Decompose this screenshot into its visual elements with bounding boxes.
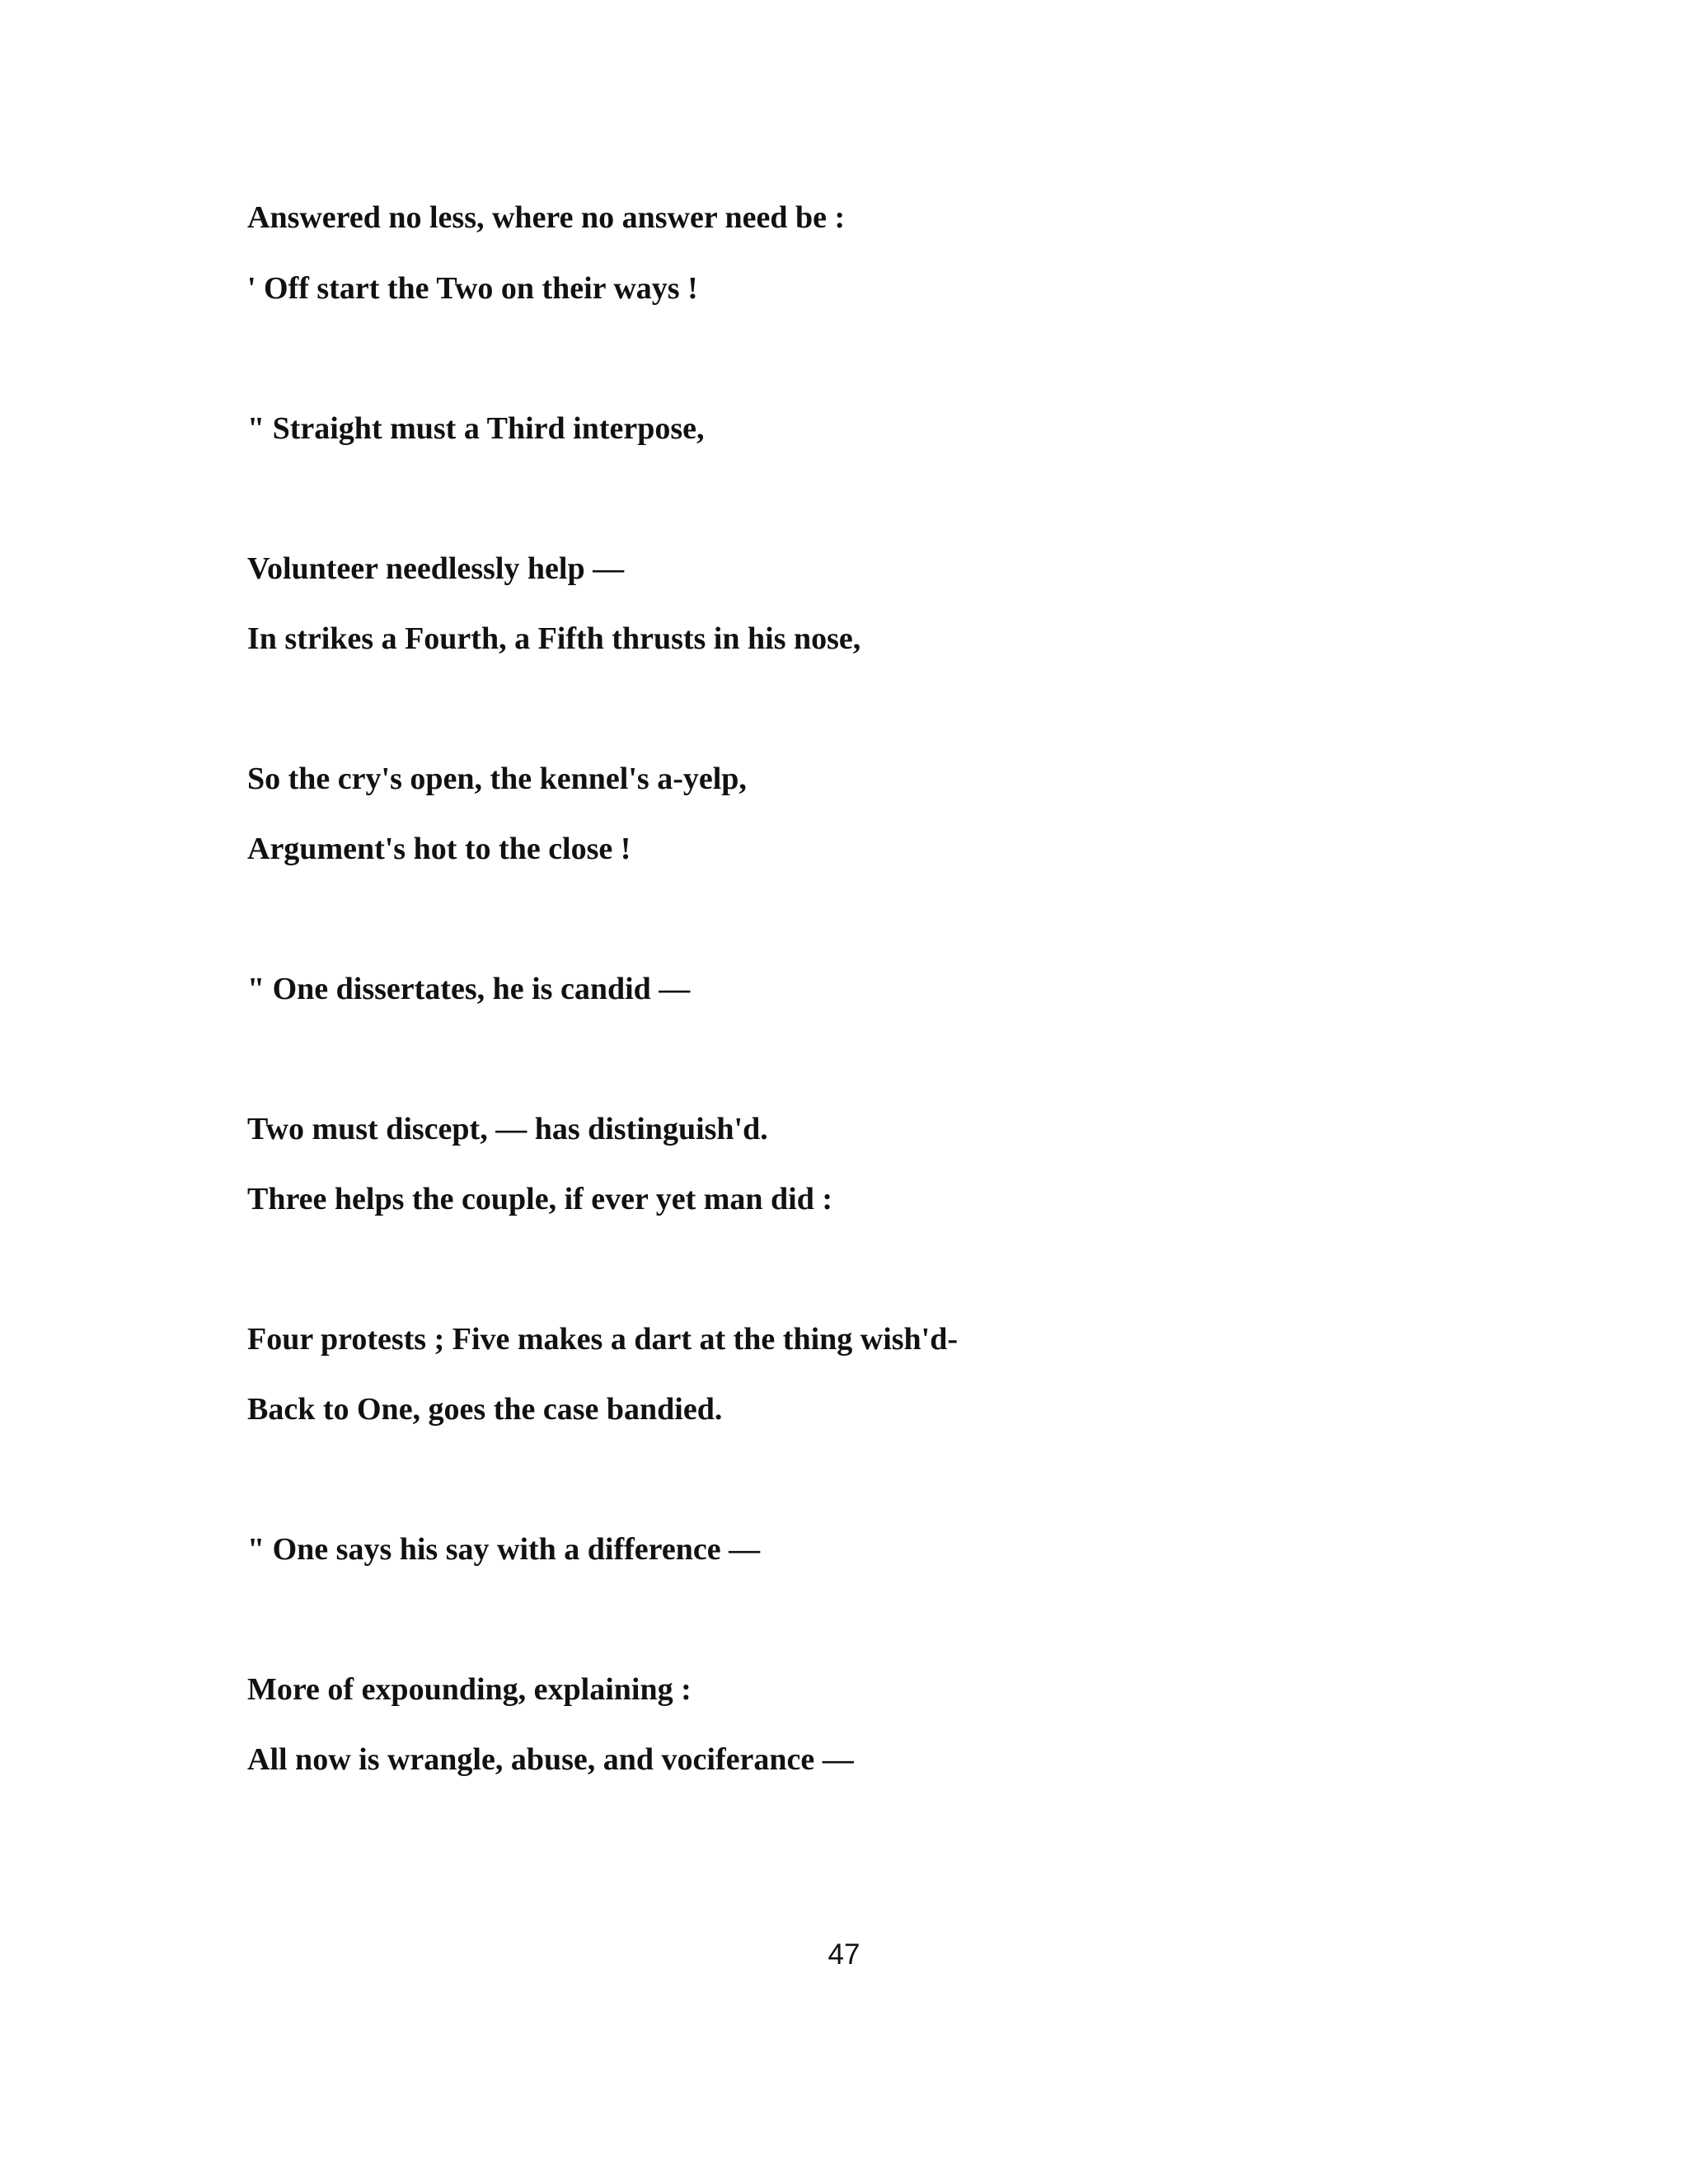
poem-line: Argument's hot to the close !: [247, 832, 631, 866]
poem-line: More of expounding, explaining :: [247, 1672, 692, 1707]
poem-line: Two must discept, — has distinguish'd.: [247, 1112, 768, 1146]
poem-line: " One says his say with a difference —: [247, 1532, 761, 1567]
poem-line: Four protests ; Five makes a dart at the thing wish'd-: [247, 1322, 959, 1357]
poem-line: So the cry's open, the kennel's a-yelp,: [247, 762, 747, 796]
poem-line: Answered no less, where no answer need be :: [247, 200, 846, 235]
poem-line: Three helps the couple, if ever yet man did :: [247, 1182, 832, 1216]
page-number: 47: [828, 1938, 860, 1971]
poem-line: Volunteer needlessly help —: [247, 551, 625, 586]
poem-line: Back to One, goes the case bandied.: [247, 1392, 723, 1427]
poem-line: In strikes a Fourth, a Fifth thrusts in his nose,: [247, 621, 861, 656]
poem-line: " Straight must a Third interpose,: [247, 411, 705, 446]
poem-line: ' Off start the Two on their ways !: [247, 271, 698, 306]
poem-line: " One dissertates, he is candid —: [247, 972, 691, 1006]
poem-line: All now is wrangle, abuse, and vociferance —: [247, 1742, 854, 1777]
